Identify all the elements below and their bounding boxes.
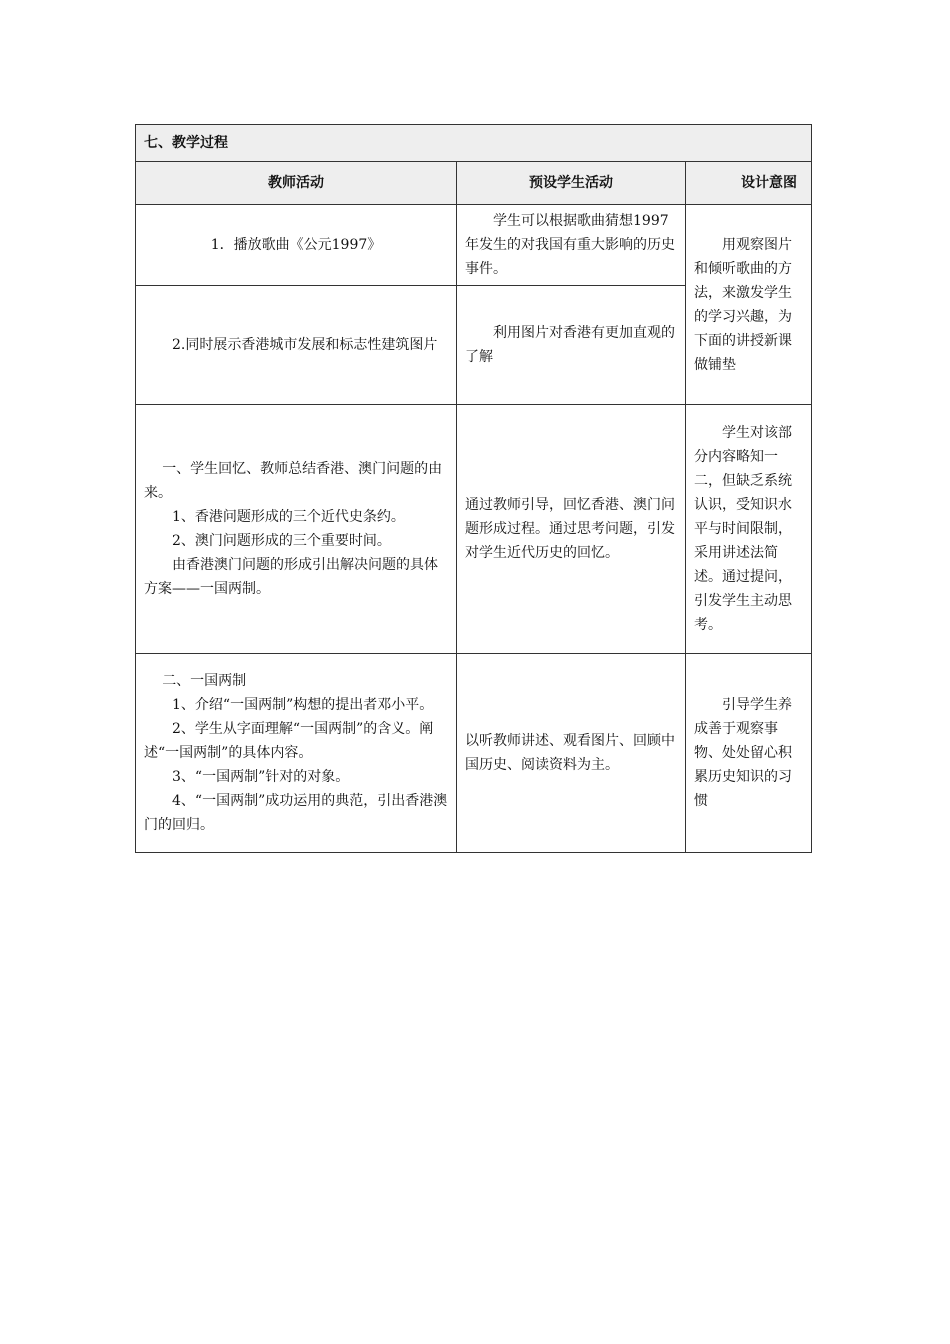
design-intent-cell — [686, 405, 812, 654]
student-activity-text: 学生可以根据歌曲猜想1997年发生的对我国有重大影响的历史事件。 — [465, 213, 675, 277]
design-intent-cell — [686, 654, 812, 853]
teacher-activity-cell — [136, 405, 457, 654]
teacher-activity-text: 2、学生从字面理解“一国两制”的含义。阐述“一国两制”的具体内容。 — [144, 721, 434, 761]
student-activity-cell — [457, 405, 686, 654]
student-activity-cell — [457, 286, 686, 405]
teacher-activity-text: 2.同时展示香港城市发展和标志性建筑图片 — [172, 337, 438, 353]
section-title: 七、教学过程 — [136, 125, 812, 162]
teacher-activity-text: 2、澳门问题形成的三个重要时间。 — [172, 533, 391, 549]
teacher-activity-cell — [136, 286, 457, 405]
teacher-activity-cell — [136, 654, 457, 853]
student-activity-text: 以听教师讲述、观看图片、回顾中国历史、阅读资料为主。 — [465, 733, 675, 773]
header-design-intent: 设计意图 — [686, 162, 812, 205]
student-activity-text: 通过教师引导，回忆香港、澳门问题形成过程。通过思考问题，引发对学生近代历史的回忆。 — [465, 497, 675, 561]
teacher-activity-text: 1．播放歌曲《公元1997》 — [210, 237, 382, 253]
teacher-activity-text: 一、学生回忆、教师总结香港、澳门问题的由来。 — [144, 461, 443, 501]
teacher-activity-text: 二、一国两制 — [162, 673, 247, 689]
design-intent-text: 学生对该部分内容略知一二，但缺乏系统认识，受知识水平与时间限制，采用讲述法简述。通过提问，引发学生主动思考。 — [694, 425, 792, 633]
header-student-activity: 预设学生活动 — [457, 162, 686, 205]
table-row — [136, 654, 812, 853]
design-intent-cell — [686, 205, 812, 405]
header-teacher-activity: 教师活动 — [136, 162, 457, 205]
teaching-process-table — [135, 124, 812, 853]
student-activity-cell — [457, 654, 686, 853]
teacher-activity-text: 3、“一国两制”针对的对象。 — [172, 769, 350, 785]
teacher-activity-text: 4、“一国两制”成功运用的典范，引出香港澳门的回归。 — [144, 793, 448, 833]
teacher-activity-text: 1、介绍“一国两制”构想的提出者邓小平。 — [172, 697, 434, 713]
table-row — [136, 405, 812, 654]
design-intent-text: 引导学生养成善于观察事物、处处留心积累历史知识的习惯 — [694, 697, 792, 809]
teacher-activity-text: 由香港澳门问题的形成引出解决问题的具体方案——一国两制。 — [144, 557, 438, 597]
student-activity-text: 利用图片对香港有更加直观的了解 — [465, 325, 675, 365]
design-intent-text: 用观察图片和倾听歌曲的方法，来激发学生的学习兴趣，为下面的讲授新课做铺垫 — [694, 236, 792, 373]
student-activity-cell — [457, 205, 686, 286]
teacher-activity-cell — [136, 205, 457, 286]
teacher-activity-text: 1、香港问题形成的三个近代史条约。 — [172, 509, 405, 525]
table-row — [136, 205, 812, 286]
